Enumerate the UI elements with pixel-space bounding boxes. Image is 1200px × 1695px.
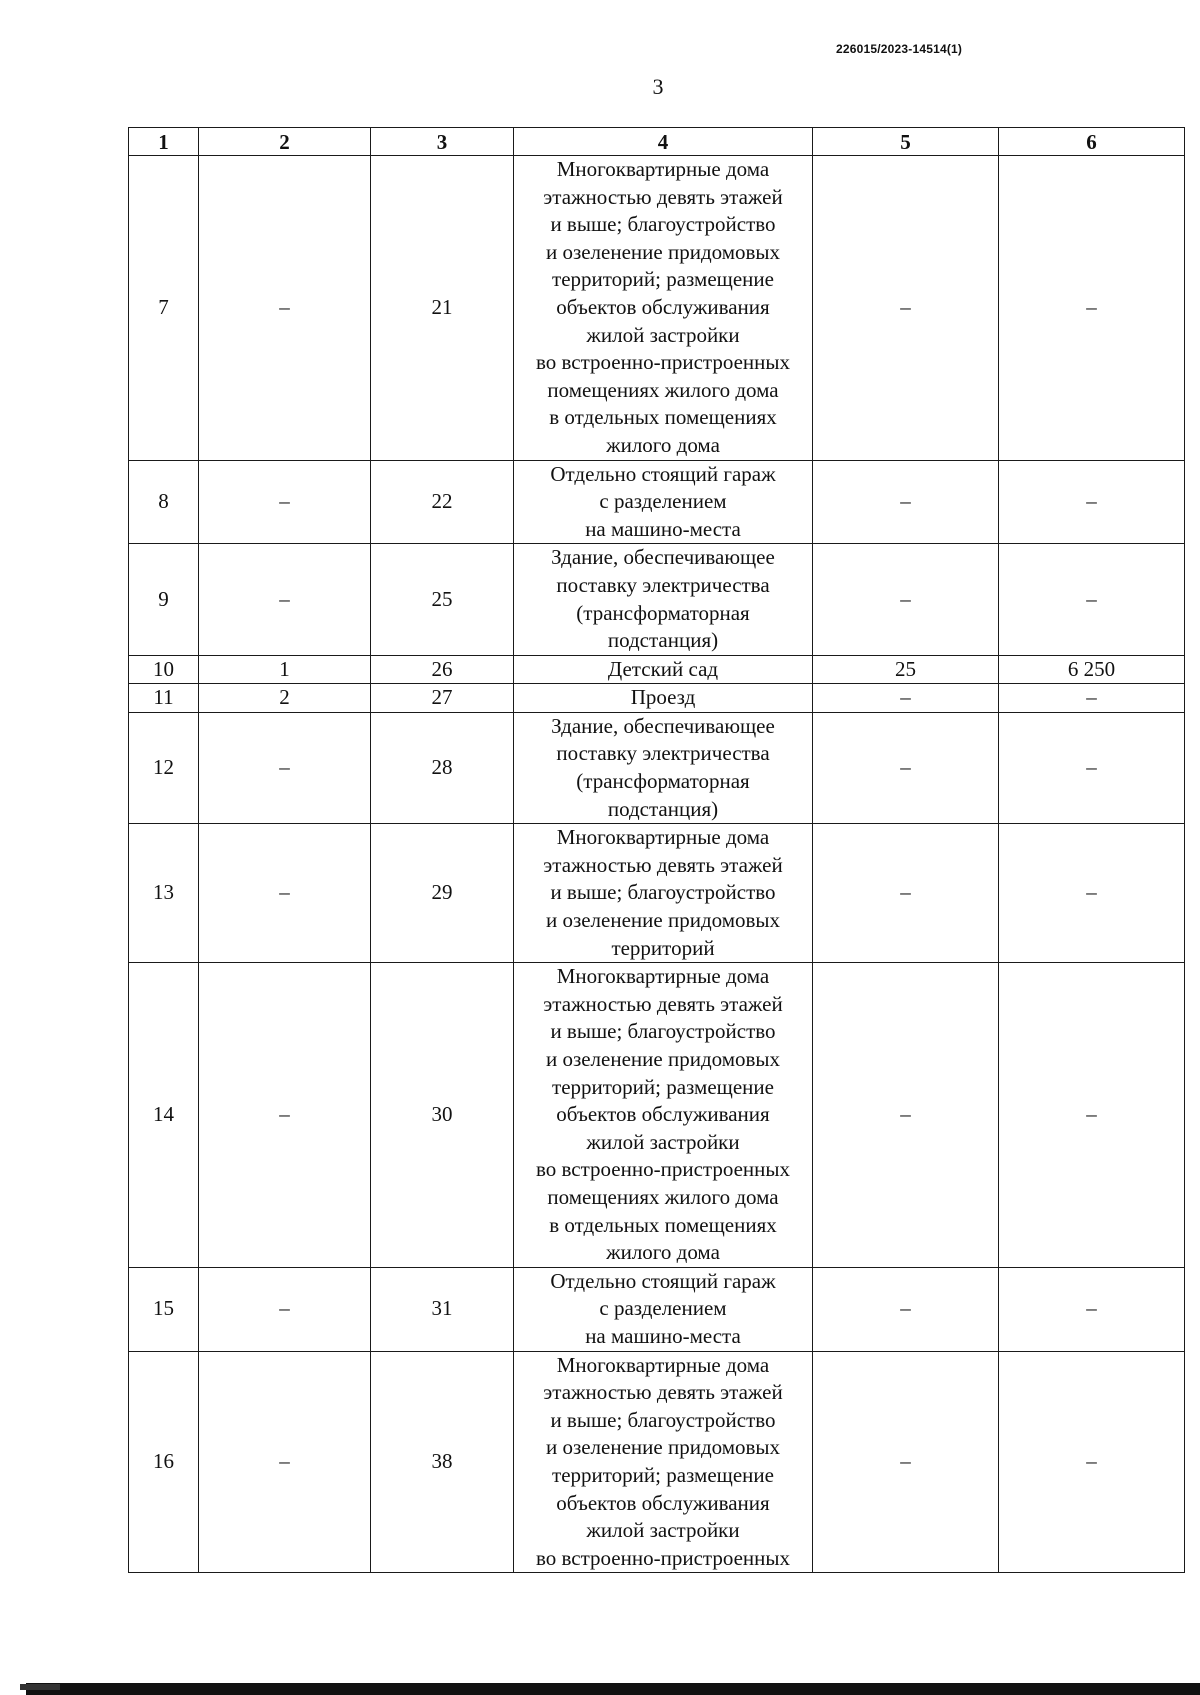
document-number: 226015/2023-14514(1) (836, 42, 963, 56)
table-header-row (129, 128, 1185, 156)
cell-col-3: 29 (371, 824, 514, 963)
cell-description: Детский сад (514, 655, 813, 684)
cell-col-2: 1 (199, 655, 371, 684)
cell-col-5: – (813, 684, 999, 713)
cell-col-3: 31 (371, 1267, 514, 1351)
cell-col-5: – (813, 1351, 999, 1573)
cell-col-3: 38 (371, 1351, 514, 1573)
cell-col-2: – (199, 156, 371, 461)
cell-col-2: 2 (199, 684, 371, 713)
cell-col-5: – (813, 963, 999, 1268)
cell-row-number: 8 (129, 460, 199, 544)
cell-col-5: – (813, 712, 999, 823)
cell-col-2: – (199, 712, 371, 823)
cell-col-3: 30 (371, 963, 514, 1268)
cell-row-number: 15 (129, 1267, 199, 1351)
cell-col-2: – (199, 963, 371, 1268)
cell-col-3: 27 (371, 684, 514, 713)
cell-col-5: – (813, 460, 999, 544)
cell-col-6: – (999, 156, 1185, 461)
scan-edge-tip (20, 1684, 60, 1690)
table-row (129, 824, 1185, 963)
cell-row-number: 7 (129, 156, 199, 461)
cell-col-6: – (999, 963, 1185, 1268)
cell-row-number: 13 (129, 824, 199, 963)
cell-description: Многоквартирные дома этажностью девять этажей и выше; благоустройство и озеленение придомовых территорий; размещение объектов обслуживания жилой застройки во встроенно-пристроенных помещениях жилого дома в отдельных помещениях жилого дома (514, 963, 813, 1268)
data-table (128, 127, 1185, 1573)
column-header-2: 2 (199, 128, 371, 156)
cell-description: Здание, обеспечивающее поставку электричества (трансформаторная подстанция) (514, 544, 813, 655)
cell-col-5: – (813, 1267, 999, 1351)
cell-col-6: – (999, 1267, 1185, 1351)
table-row (129, 655, 1185, 684)
cell-col-2: – (199, 1351, 371, 1573)
cell-col-6: – (999, 460, 1185, 544)
table-row (129, 156, 1185, 461)
cell-col-5: 25 (813, 655, 999, 684)
cell-col-5: – (813, 544, 999, 655)
cell-col-6: – (999, 684, 1185, 713)
cell-col-2: – (199, 824, 371, 963)
cell-col-6: 6 250 (999, 655, 1185, 684)
cell-col-6: – (999, 1351, 1185, 1573)
cell-col-6: – (999, 824, 1185, 963)
table-row (129, 544, 1185, 655)
cell-row-number: 10 (129, 655, 199, 684)
cell-row-number: 14 (129, 963, 199, 1268)
cell-col-5: – (813, 824, 999, 963)
column-header-5: 5 (813, 128, 999, 156)
table-row (129, 1351, 1185, 1573)
cell-row-number: 16 (129, 1351, 199, 1573)
cell-col-3: 21 (371, 156, 514, 461)
cell-description: Многоквартирные дома этажностью девять этажей и выше; благоустройство и озеленение придомовых территорий; размещение объектов обслуживания жилой застройки во встроенно-пристроенных (514, 1351, 813, 1573)
cell-col-2: – (199, 544, 371, 655)
cell-col-6: – (999, 544, 1185, 655)
table-row (129, 712, 1185, 823)
cell-col-3: 22 (371, 460, 514, 544)
cell-col-6: – (999, 712, 1185, 823)
cell-description: Многоквартирные дома этажностью девять этажей и выше; благоустройство и озеленение придомовых территорий (514, 824, 813, 963)
cell-description: Проезд (514, 684, 813, 713)
cell-description: Отдельно стоящий гараж с разделением на машино-места (514, 1267, 813, 1351)
table-row (129, 460, 1185, 544)
table-row (129, 684, 1185, 713)
table-row (129, 963, 1185, 1268)
cell-col-2: – (199, 1267, 371, 1351)
column-header-4: 4 (514, 128, 813, 156)
page-number: 3 (652, 74, 664, 99)
cell-description: Отдельно стоящий гараж с разделением на машино-места (514, 460, 813, 544)
cell-col-3: 28 (371, 712, 514, 823)
cell-col-3: 26 (371, 655, 514, 684)
cell-row-number: 11 (129, 684, 199, 713)
scan-edge-bar (26, 1683, 1200, 1695)
cell-description: Здание, обеспечивающее поставку электричества (трансформаторная подстанция) (514, 712, 813, 823)
column-header-1: 1 (129, 128, 199, 156)
column-header-3: 3 (371, 128, 514, 156)
table-row (129, 1267, 1185, 1351)
column-header-6: 6 (999, 128, 1185, 156)
cell-col-5: – (813, 156, 999, 461)
cell-col-2: – (199, 460, 371, 544)
cell-col-3: 25 (371, 544, 514, 655)
cell-description: Многоквартирные дома этажностью девять этажей и выше; благоустройство и озеленение придомовых территорий; размещение объектов обслуживания жилой застройки во встроенно-пристроенных помещениях жилого дома в отдельных помещениях жилого дома (514, 156, 813, 461)
cell-row-number: 9 (129, 544, 199, 655)
cell-row-number: 12 (129, 712, 199, 823)
